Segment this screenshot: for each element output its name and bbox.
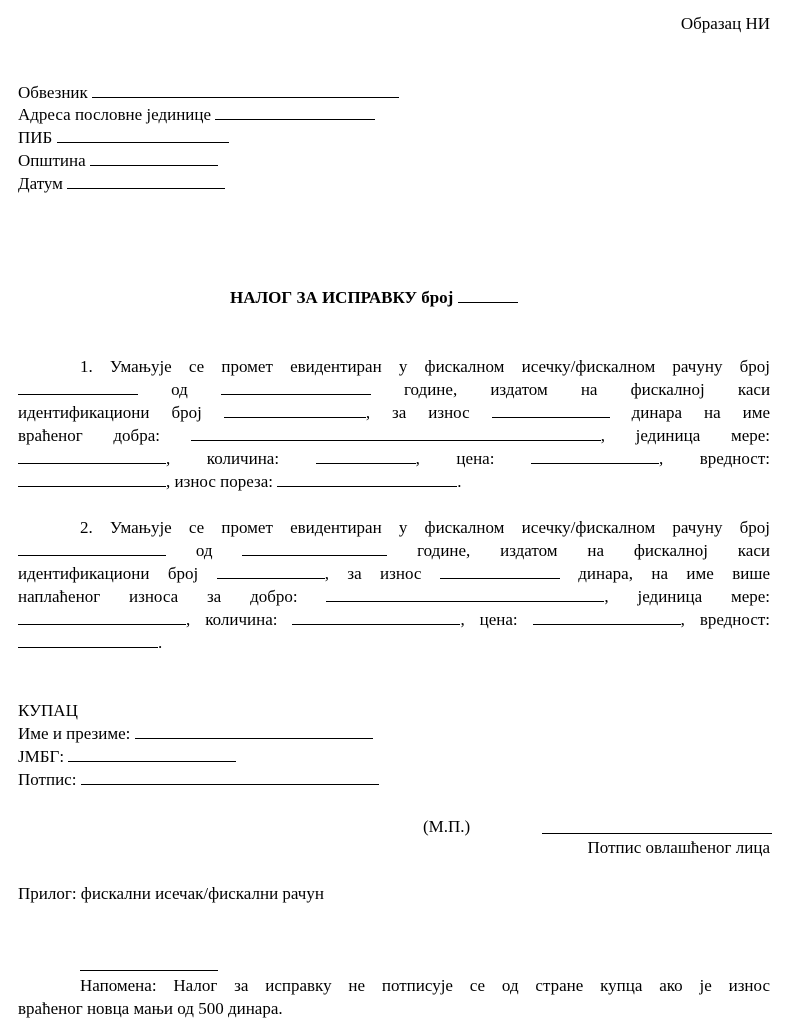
item1-fiskalnoj: фискалној [630,380,705,399]
item1-vrednost: вредност: [699,449,770,468]
item2-naplacenog: наплаћеног [18,587,101,606]
item2-cena: цена: [479,610,518,629]
item2-receipt-number-blank[interactable] [18,539,166,556]
item2-za-iznos: , за износ [324,564,422,583]
item2-line4: наплаћеног износа за добро: , јединица мере: [18,587,771,606]
kupac-jmbg-label: ЈМБГ: [18,747,65,766]
item1-unit-blank[interactable] [18,447,166,464]
item2-amount-blank[interactable] [440,562,560,579]
item1-izdatom: издатом [490,380,548,399]
field-datum-label: Датум [18,174,63,193]
item1-kasi: каси [737,380,771,399]
field-obveznik-label: Обвезник [18,83,88,102]
item1-identifikacioni: идентификациони [18,403,150,422]
item2-line1-text: 2. Умањује се промет евидентиран у фискалном исечку/фискалном рачуну број [80,518,770,537]
item1-price-blank[interactable] [531,447,659,464]
field-datum [18,172,225,195]
item1-value-blank[interactable] [18,470,166,487]
item1-broj: број [171,403,202,422]
item2-fiskalnoj: фискалној [633,541,708,560]
field-adresa-label: Адреса пословне јединице [18,105,212,124]
item2-line2 [18,539,770,562]
document-title [230,286,518,309]
item2-od: од [195,541,213,560]
item2-price-blank[interactable] [533,608,681,625]
document-title-text: НАЛОГ ЗА ИСПРАВКУ број [230,288,454,307]
item2-na: на [587,541,604,560]
footnote-line1 [18,974,770,997]
item1-za-iznos: , за износ [365,403,470,422]
item2-id-number-blank[interactable] [217,562,325,579]
item1-line2 [18,378,770,401]
item2-line1 [18,516,770,539]
item2-line5: , количина: , цена: , вредност: [18,608,770,631]
item1-kolicina: количина: [206,449,280,468]
signature-label: Потпис овлашћеног лица [587,838,770,857]
signature-line[interactable] [542,833,772,834]
kupac-potpis-blank[interactable] [81,768,379,785]
item2-godine: године, [417,541,471,560]
item1-dinara-na-ime: динара на име [631,403,771,422]
field-adresa [18,103,375,126]
item2-jedinica-mere: јединица мере: [637,587,771,606]
item2-unit-blank[interactable] [18,608,186,625]
item1-line1 [18,355,770,378]
item1-godine: године, [404,380,458,399]
field-opstina-blank[interactable] [90,149,218,166]
footnote-line1-text: Напомена: Налог за исправку не потписује се од стране купца ако је износ [80,976,770,995]
kupac-jmbg [18,745,236,768]
item2-kolicina: количина: [205,610,278,629]
attachment-note: Прилог: фискални исечак/фискални рачун [18,884,324,903]
footnote-line2: враћеног новца мањи од 500 динара. [18,999,283,1018]
item1-dobra: добра: [113,426,160,445]
item1-amount-blank[interactable] [492,401,610,418]
item1-vracenog: враћеног [18,426,83,445]
item2-end: . [158,633,163,652]
item1-goods-blank[interactable] [191,424,601,441]
item1-jedinica-mere: јединица мере: [635,426,771,445]
item1-tax-blank[interactable] [277,470,457,487]
item1-line5: , количина: , цена: , вредност: [18,447,770,470]
field-adresa-blank[interactable] [215,103,375,120]
item2-value-blank[interactable] [18,631,158,648]
item2-broj: број [167,564,199,583]
item2-date-blank[interactable] [242,539,387,556]
item1-receipt-number-blank[interactable] [18,378,138,395]
item2-izdatom: издатом [500,541,558,560]
field-pib-label: ПИБ [18,128,53,147]
footnote-separator [80,970,218,971]
field-obveznik-blank[interactable] [92,81,399,98]
item1-cena: цена: [456,449,495,468]
item2-za: за [206,587,222,606]
item1-quantity-blank[interactable] [316,447,416,464]
item2-vrednost: вредност: [699,610,771,629]
item2-quantity-blank[interactable] [292,608,460,625]
field-opstina [18,149,218,172]
item1-id-number-blank[interactable] [224,401,366,418]
kupac-ime-blank[interactable] [135,722,373,739]
item2-kasi: каси [737,541,770,560]
item2-identifikacioni: идентификациони [18,564,150,583]
kupac-potpis-label: Потпис: [18,770,77,789]
item2-line6 [18,631,162,654]
item2-iznosa: износа [129,587,179,606]
item2-goods-blank[interactable] [326,585,604,602]
form-code: Образац НИ [680,14,770,33]
item1-date-blank[interactable] [221,378,371,395]
seal-placeholder: (М.П.) [423,817,471,836]
item1-iznos-poreza: , износ пореза: [166,472,273,491]
item1-na: на [580,380,598,399]
field-opstina-label: Општина [18,151,86,170]
item1-line1-text: 1. Умањује се промет евидентиран у фискалном исечку/фискалном рачуну број [80,357,770,376]
kupac-jmbg-blank[interactable] [68,745,236,762]
item1-line3 [18,401,770,424]
field-datum-blank[interactable] [67,172,225,189]
document-number-blank[interactable] [458,286,518,303]
item2-dobro: добро: [250,587,298,606]
kupac-heading: КУПАЦ [18,701,78,720]
item2-dinara-na-ime-vise: динара, на име више [578,564,771,583]
field-obveznik [18,81,399,104]
item1-end: . [457,472,462,491]
kupac-potpis [18,768,379,791]
item2-line3 [18,562,770,585]
kupac-ime [18,722,373,745]
item1-line6 [18,470,461,493]
field-pib [18,126,229,149]
kupac-ime-label: Име и презиме: [18,724,131,743]
item1-line4: враћеног добра: , јединица мере: [18,426,771,445]
field-pib-blank[interactable] [57,126,229,143]
item1-od: од [171,380,188,399]
